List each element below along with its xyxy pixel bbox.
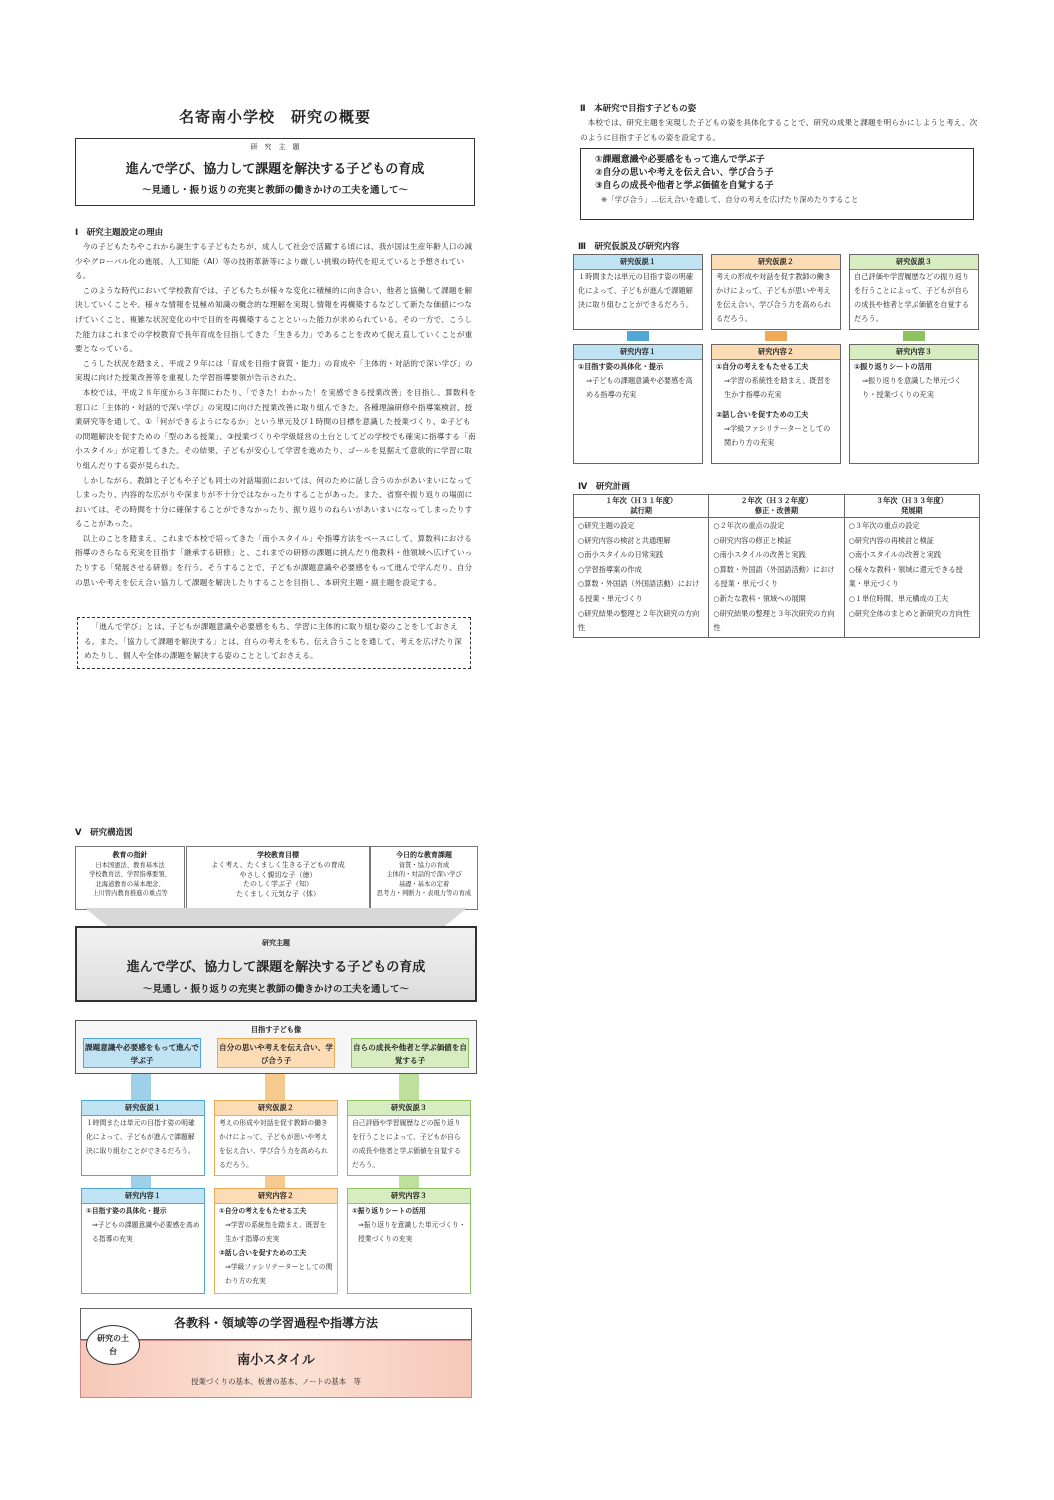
diagram-content-line: ①目指す姿の具体化・提示 [86,1207,167,1215]
plan-year-label: １年次（Ｈ３１年度） [605,496,678,505]
content-line: ⇒学級ファシリテーターとしての関わり方の充実 [724,424,831,447]
diagram-content-title: 研究内容１ [82,1189,204,1204]
goal-child-2: 自分の思いや考えを伝え合い、学び合う子 [217,1038,335,1068]
diagram-hypothesis-3 [347,1100,471,1176]
diagram-content-1 [81,1188,205,1294]
goal-item: ③自らの成長や他者と学ぶ価値を自覚する子 [595,181,774,191]
connector [399,1176,419,1188]
theme-label: 研 究 主 題 [250,143,300,151]
structure-theme-sub: ～見通し・振り返りの充実と教師の働きかけの工夫を通して～ [142,984,409,995]
connector [265,1176,285,1188]
sec2-note: ※「学び合う」…伝え合いを通して、自分の考えを広げたり深めたりすること [601,195,859,204]
plan-cell [709,518,844,638]
diagram-content-3 [347,1188,471,1294]
diagram-hypothesis-title: 研究仮説３ [348,1101,470,1116]
content-3 [849,344,979,464]
diagram-content-line: ⇒学級ファシリテーターとしての関わり方の充実 [225,1263,333,1285]
diagram-hypothesis-text: 考えの形成や対話を促す教師の働きかけによって、子どもが思いや考えを伝え合い、学び合う力を高められるだろう。 [219,1119,328,1169]
connector [265,1074,285,1100]
guideline-line: 上川管内教育推進の重点等 [92,890,168,898]
connector [765,331,787,341]
sec3-heading: Ⅲ 研究仮説及び研究内容 [578,242,680,252]
plan-item: ○研究主題の設定 [578,521,635,530]
connector [903,331,925,341]
diagram-content-2 [214,1188,338,1294]
diagram-content-title: 研究内容３ [348,1189,470,1204]
sec1-body [75,240,477,590]
diagram-hypothesis-text: １時間または単元の目指す姿の明確化によって、子どもが進んで課題解決に取り組むことができるだろう。 [86,1119,195,1155]
sec1-paragraph: 本校では、平成２８年度から３年間にわたり、「できた！わかった！を実感できる授業改善」を目指し、算数科を窓口に「主体的・対話的で深い学び」の実現に向けた授業改善に取り組んできた。各種理論研修や指導案検討、授業研究等を通して、①「何ができるようになるか」という単元及び１時間の目標を意識した授業づくり、②子どもの問題解決を促すための「型のある授業」、③授業づくりや学級経営の土台としてどの学校でも確実に指導する「南小スタイル」が定着してきた。その結果、子どもが安心して学習を進めたり、ゴールを見据えて意欲的に学習に取り組んだりする姿が見られた。 [75,387,477,470]
plan-item: ○新たな教科・領域への展開 [713,593,806,603]
school-goal-line: やさしく親切な子（徳） [239,870,317,879]
sec1-paragraph: 今の子どもたちやこれから誕生する子どもたちが、成人して社会で活躍する頃には、我が国は生産年齢人口の減少やグローバル化の進展、人工知能（AI）等の技術革新等により厳しい挑戦の時代を迎えていると予想されている。 [75,242,473,281]
sec1-note: 「進んで学び」とは、子どもが課題意識や必要感をもち、学習に主体的に取り組む姿のことをしておさえる。また、「協力して課題を解決する」とは、自らの考えをもち、伝え合うことを通して、考えを広げたり深めたりし、個人や全体の課題を解決する姿のこととしておさえる。 [77,617,471,669]
sec1-paragraph: 以上のことを踏まえ、これまで本校で培ってきた「南小スタイル」や指導方法をベースにして、算数科における指導のさらなる充実を目指す「継承する研修」と、これまでの研修の課題に挑んだり他教科・他領域へ広げていったりする「発展させる研修」を行う。そうすることで、子どもが課題意識や必要感をもって進んで学んだり、自分の思いや考えを伝え合い協力して課題を解決したりすることを目指し、本研究主題・副主題を設定する。 [75,533,473,587]
school-goal-line: たくましく元気な子（体） [236,890,320,899]
goals-label: 目指す子ども像 [250,1025,302,1034]
diagram-content-line: ⇒振り返りを意識した単元づくり・授業づくりの充実 [358,1221,466,1243]
plan-year-label: ３年次（Ｈ３３年度） [875,496,948,505]
content-1 [573,344,703,464]
plan-year-label: ２年次（Ｈ３２年度） [740,496,813,505]
sec1-paragraph: しかしながら、教師と子どもや子ども同士の対話場面においては、何のために話し合うのかがあいまいになってしまったり、内容的な広がりや深まりが不十分ではなかったりすることがあった。また、省察や振り返りの場面においては、その時間を十分に確保することができなかったり、振り返りのねらいがあいまいになってしまったりすることがあった。 [75,475,473,529]
hypothesis-1 [573,254,703,330]
theme-box [75,138,475,206]
content-title: 研究内容２ [712,345,840,360]
sec2-heading: Ⅱ 本研究で目指す子どもの姿 [580,104,697,114]
content-2 [711,344,841,464]
plan-item: ○研究内容の再検討と検証 [848,535,934,545]
plan-year [844,495,979,518]
diagram-hypothesis-text: 自己評価や学習履歴などの振り返りを行うことによって、子どもが自らの成長や他者と学ぶ価値を自覚するだろう。 [352,1119,461,1169]
style-sub: 授業づくりの基本、板書の基本、ノートの基本 等 [191,1377,361,1386]
plan-item: ○研究結果の整理と３年次研究の方向性 [713,608,835,633]
plan-item: ○研究内容の修正と検証 [713,535,792,545]
guideline-line: 学校教育法、学習指導要領、 [89,871,171,879]
diagram-hypothesis-1 [81,1100,205,1176]
guideline-title: 教育の指針 [112,851,148,859]
connector [399,1074,419,1100]
goal-item: ①課題意識や必要感をもって進んで学ぶ子 [595,155,765,165]
hypothesis-2 [711,254,841,330]
goal-item: ②自分の思いや考えを伝え合い、学び合う子 [595,168,774,178]
structure-theme-main: 進んで学び、協力して課題を解決する子どもの育成 [126,960,426,975]
school-goal-title: 学校教育目標 [257,851,299,859]
hypothesis-text: １時間または単元の目指す姿の明確化によって、子どもが進んで課題解決に取り組むことができるだろう。 [578,272,694,309]
connector [131,1074,151,1100]
structure-theme-label: 研究主題 [262,939,290,947]
content-line: ①自分の考えをもたせる工夫 [716,362,809,371]
plan-item: ○２年次の重点の設定 [713,521,785,530]
plan-cell [574,518,709,638]
content-title: 研究内容３ [850,345,978,360]
hypothesis-title: 研究仮説３ [850,255,978,270]
content-line: ⇒振り返りを意識した単元づくり・授業づくりの充実 [862,376,962,399]
guideline-box [75,846,185,910]
school-goal-line: よく考え、たくましく生きる子どもの育成 [211,860,345,869]
plan-item: ○算数・外国語（外国語活動）における授業・単元づくり [578,579,700,603]
connector [131,1176,151,1188]
plan-item: ○３年次の重点の設定 [848,521,920,530]
guideline-line: 北海道教育の基本理念、 [95,880,165,888]
content-line: ⇒子どもの課題意識や必要感を高める指導の充実 [586,376,693,399]
sec4-heading: Ⅳ 研究計画 [578,482,630,492]
plan-item: ○研究結果の整理と２年次研究の方向性 [578,608,700,633]
goal-child-1: 課題意識や必要感をもって進んで学ぶ子 [83,1038,201,1068]
plan-phase: 修正・改善期 [754,506,799,515]
plan-year [709,495,844,518]
plan-item: ○南小スタイルの日常実践 [578,550,664,560]
structure-theme-box [75,926,477,1002]
sec1-heading: Ⅰ 研究主題設定の理由 [75,228,164,238]
connector [627,331,649,341]
content-line: ⇒学習の系統性を踏まえ、既習を生かす指導の充実 [724,376,832,399]
goal-child-3: 自らの成長や他者と学ぶ価値を自覚する子 [351,1038,469,1068]
diagram-content-line: ②話し合いを促すための工夫 [219,1249,307,1257]
theme-main: 進んで学び、協力して課題を解決する子どもの育成 [125,162,425,177]
plan-item: ○１単位時間、単元構成の工夫 [848,593,949,603]
content-line: ②話し合いを促すための工夫 [716,410,809,419]
plan-phase: 試行期 [630,506,652,515]
hypothesis-title: 研究仮説１ [574,255,702,270]
plan-table [573,494,980,638]
diagram-hypothesis-title: 研究仮説２ [215,1101,337,1116]
converge-arrows [75,908,477,928]
plan-phase: 発展期 [901,506,923,515]
plan-item: ○様々な教科・領域に還元できる授業・単元づくり [848,564,963,589]
issue-box [370,846,478,910]
diagram-hypothesis-2 [214,1100,338,1176]
hypothesis-text: 自己評価や学習履歴などの振り返りを行うことによって、子どもが自らの成長や他者と学ぶ価値を自覚するだろう。 [854,272,970,323]
school-goal-box [186,846,370,910]
diagram-content-line: ①自分の考えをもたせる工夫 [219,1207,307,1215]
plan-item: ○南小スタイルの改善と実践 [848,550,942,560]
hypothesis-3 [849,254,979,330]
sec2-intro: 本校では、研究主題を実現した子どもの姿を具体化することで、研究の成果と課題を明らかにしようと考え、次のように目指す子どもの姿を設定する。 [580,118,978,142]
issue-title: 今日的な教育課題 [396,851,452,859]
guideline-line: 日本国憲法、教育基本法 [95,861,165,869]
theme-sub: ～見通し・振り返りの充実と教師の働きかけの工夫を通して～ [141,185,408,196]
subjects-box: 各教科・領域等の学習過程や指導方法 [80,1308,472,1340]
plan-item: ○研究内容の検討と共通理解 [578,535,671,545]
diagram-content-title: 研究内容２ [215,1189,337,1204]
diagram-hypothesis-title: 研究仮説１ [82,1101,204,1116]
sec2-box [580,148,974,220]
sec5-heading: Ⅴ 研究構造図 [75,828,133,838]
content-line: ①振り返りシートの活用 [854,362,932,371]
issue-line: 思考力・判断力・表現力等の育成 [376,890,472,898]
plan-year [574,495,709,518]
diagram-content-line: ⇒学習の系統性を踏まえ、既習を生かす指導の充実 [225,1221,327,1243]
plan-cell [844,518,979,638]
hypothesis-text: 考えの形成や対話を促す教師の働きかけによって、子どもが思いや考えを伝え合い、学び合う力を高められるだろう。 [716,272,832,323]
plan-item: ○学習指導案の作成 [578,564,642,574]
issue-line: 基礎・基本の定着 [398,880,450,888]
hypothesis-title: 研究仮説２ [712,255,840,270]
sec1-paragraph: このような時代において学校教育では、子どもたちが様々な変化に積極的に向き合い、他者と協働して課題を解決していくことや、様々な情報を見極め知識の概念的な理解を実現し情報を再構築するなどして新たな価値につなげていくこと、複雑な状況変化の中で目的を再構築することといった能力が求められている。その一方で、こうした能力はこれまでの学校教育で長年育成を目指してきた「生きる力」であることを改めて捉え直していくことが重要となっている。 [75,285,473,354]
issue-line: 資質・協力の育成 [398,861,450,869]
issue-line: 主体的・対話的で深い学び [386,871,462,879]
plan-item: ○算数・外国語（外国語活動）における授業・単元づくり [713,564,835,589]
diagram-content-line: ①振り返りシートの活用 [352,1207,426,1215]
plan-item: ○南小スタイルの改善と実践 [713,550,806,560]
sec1-paragraph: こうした状況を踏まえ、平成２９年には「育成を目指す資質・能力」の育成や「主体的・対話的で深い学び」の実現に向けた授業改善等を重視した学習指導要領が告示された。 [75,358,473,383]
diagram-content-line: ⇒子どもの課題意識や必要感を高める指導の充実 [92,1221,200,1243]
content-title: 研究内容１ [574,345,702,360]
content-line: ①目指す姿の具体化・提示 [578,362,664,371]
foundation-badge: 研究の土台 [86,1325,140,1365]
plan-item: ○研究全体のまとめと新研究の方向性 [848,608,970,618]
page-title: 名寄南小学校 研究の概要 [178,108,371,126]
style-title: 南小スタイル [237,1353,315,1368]
school-goal-line: たのしく学ぶ子（知） [243,880,313,889]
